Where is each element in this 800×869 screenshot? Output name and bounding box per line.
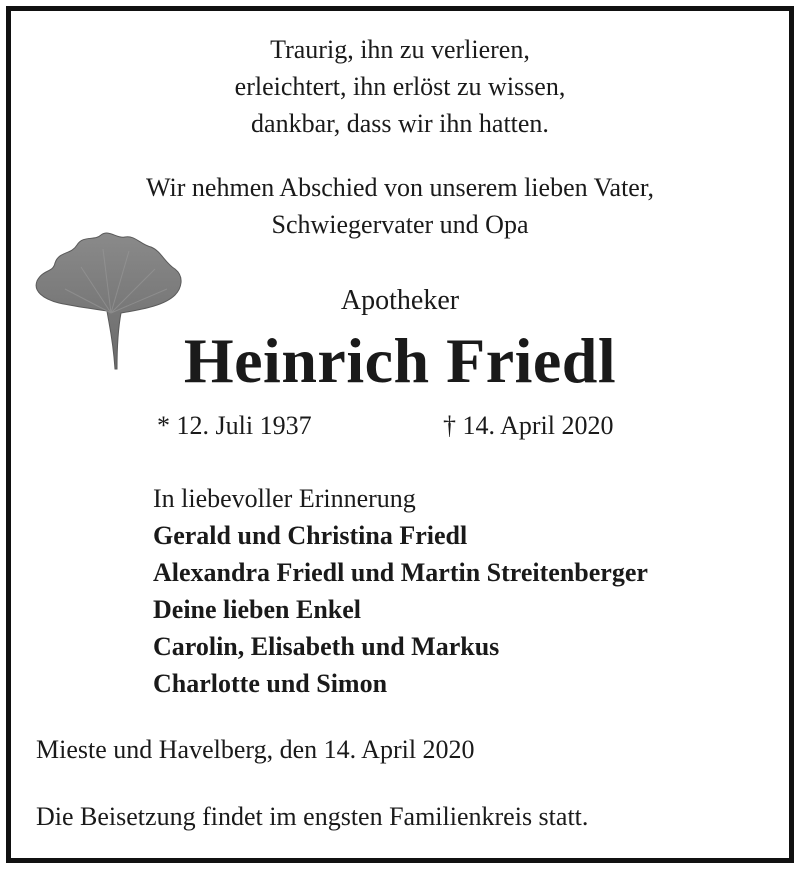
deceased-title: Apotheker [340, 285, 460, 316]
poem-line-1: Traurig, ihn zu verlieren, [270, 35, 530, 64]
mourner-line: Deine lieben Enkel [153, 595, 362, 624]
death-date: † 14. April 2020 [443, 411, 614, 440]
poem-line-3: dankbar, dass wir ihn hatten. [251, 109, 549, 138]
mourner-line: Carolin, Elisabeth und Markus [153, 632, 500, 661]
intro-line-2: Schwiegervater und Opa [271, 210, 529, 239]
obituary-notice [6, 6, 794, 863]
mourner-line: Gerald und Christina Friedl [153, 521, 468, 550]
intro-line-1: Wir nehmen Abschied von unserem lieben Vater, [146, 173, 654, 202]
place-date: Mieste und Havelberg, den 14. April 2020 [36, 735, 475, 764]
birth-date: * 12. Juli 1937 [157, 411, 312, 440]
mourner-line: Charlotte und Simon [153, 669, 388, 698]
mourner-line: Alexandra Friedl und Martin Streitenberger [153, 558, 648, 587]
poem-line-2: erleichtert, ihn erlöst zu wissen, [234, 72, 566, 101]
deceased-name: Heinrich Friedl [183, 325, 617, 396]
mourners-intro: In liebevoller Erinnerung [153, 484, 416, 513]
funeral-note: Die Beisetzung findet im engsten Familienkreis statt. [36, 802, 589, 831]
